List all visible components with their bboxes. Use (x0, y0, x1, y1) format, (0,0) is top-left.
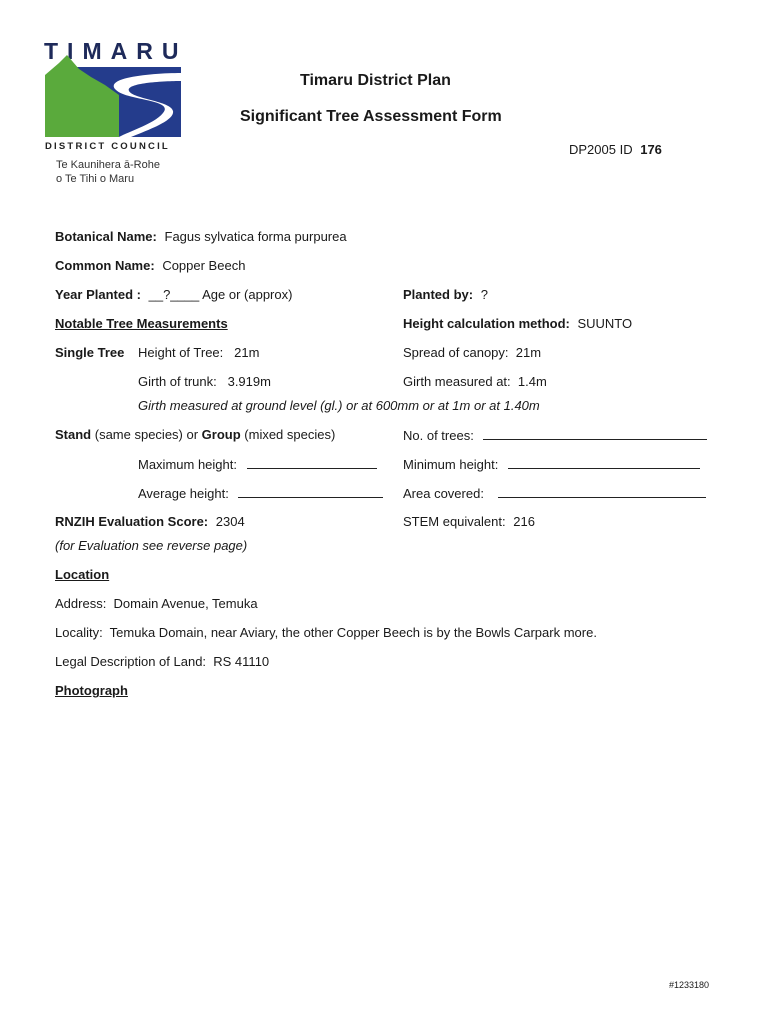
tree-height: Height of Tree: 21m (138, 345, 260, 360)
stem-equivalent-value: 216 (513, 514, 535, 529)
stand-group-row (55, 427, 335, 442)
legal-description: Legal Description of Land: RS 41110 (55, 654, 270, 669)
stand-word: Stand (55, 427, 92, 442)
area-covered-row (403, 485, 706, 501)
no-of-trees-label: No. of trees: (403, 428, 474, 443)
document-number: #1233180 (669, 980, 710, 990)
planted-by-label: Planted by: (403, 287, 474, 302)
min-height-field[interactable] (508, 456, 700, 469)
botanical-name-label: Botanical Name: (55, 229, 157, 244)
stem-equivalent-row (403, 514, 535, 529)
evaluation-note: (for Evaluation see reverse page) (55, 538, 248, 553)
year-planted-row (55, 287, 292, 302)
dp-id-label: DP2005 ID (569, 142, 633, 157)
logo-council-text: DISTRICT COUNCIL (45, 141, 170, 152)
height-method-row (403, 316, 632, 331)
council-logo-graphic (45, 55, 181, 137)
girth-note: Girth measured at ground level (gl.) or at 600mm or at 1m or at 1.40m (138, 398, 540, 413)
same-species-text: (same species) or (91, 427, 202, 442)
botanical-name-row (55, 229, 347, 244)
min-height-row (403, 456, 700, 472)
locality: Locality: Temuka Domain, near Aviary, the other Copper Beech is by the Bowls Carpark more. (55, 625, 597, 640)
year-planted-value: __?____ Age or (approx) (148, 287, 293, 302)
logo-maori-line-2: o Te Tihi o Maru (56, 173, 135, 185)
avg-height-row (138, 485, 383, 501)
document-title: Timaru District Plan (300, 72, 451, 89)
group-word: Group (201, 427, 241, 442)
stem-equivalent-label: STEM equivalent: (403, 514, 506, 529)
address: Address: Domain Avenue, Temuka (55, 596, 258, 611)
trunk-girth: Girth of trunk: 3.919m (138, 374, 271, 389)
mixed-species-text: (mixed species) (240, 427, 336, 442)
common-name-value: Copper Beech (162, 258, 246, 273)
photograph-heading: Photograph (55, 683, 128, 698)
common-name-label: Common Name: (55, 258, 155, 273)
avg-height-label: Average height: (138, 486, 229, 501)
planted-by-row (403, 287, 488, 302)
height-method-value: SUUNTO (577, 316, 633, 331)
logo-maori-line-1: Te Kaunihera ā-Rohe (56, 159, 160, 171)
planted-by-value: ? (480, 287, 488, 302)
logo-wordmark: TIMARU (44, 38, 188, 64)
evaluation-score-row (55, 514, 245, 529)
no-of-trees-field[interactable] (483, 427, 707, 440)
year-planted-label: Year Planted : (55, 287, 141, 302)
common-name-row (55, 258, 245, 273)
evaluation-score-value: 2304 (215, 514, 245, 529)
max-height-field[interactable] (247, 456, 377, 469)
botanical-name-value: Fagus sylvatica forma purpurea (164, 229, 347, 244)
max-height-row (138, 456, 377, 472)
canopy-spread: Spread of canopy: 21m (403, 345, 542, 360)
evaluation-score-label: RNZIH Evaluation Score: (55, 514, 209, 529)
no-of-trees-row (403, 427, 707, 443)
area-covered-field[interactable] (498, 485, 706, 498)
measurements-heading: Notable Tree Measurements (55, 316, 228, 331)
height-method-label: Height calculation method: (403, 316, 570, 331)
dp-id (569, 142, 662, 157)
max-height-label: Maximum height: (138, 457, 237, 472)
location-heading: Location (55, 567, 110, 582)
avg-height-field[interactable] (238, 485, 383, 498)
min-height-label: Minimum height: (403, 457, 499, 472)
single-tree-label: Single Tree (55, 345, 125, 360)
girth-measured-at: Girth measured at: 1.4m (403, 374, 547, 389)
document-subtitle: Significant Tree Assessment Form (240, 108, 502, 125)
area-covered-label: Area covered: (403, 486, 484, 501)
dp-id-value: 176 (640, 142, 662, 157)
